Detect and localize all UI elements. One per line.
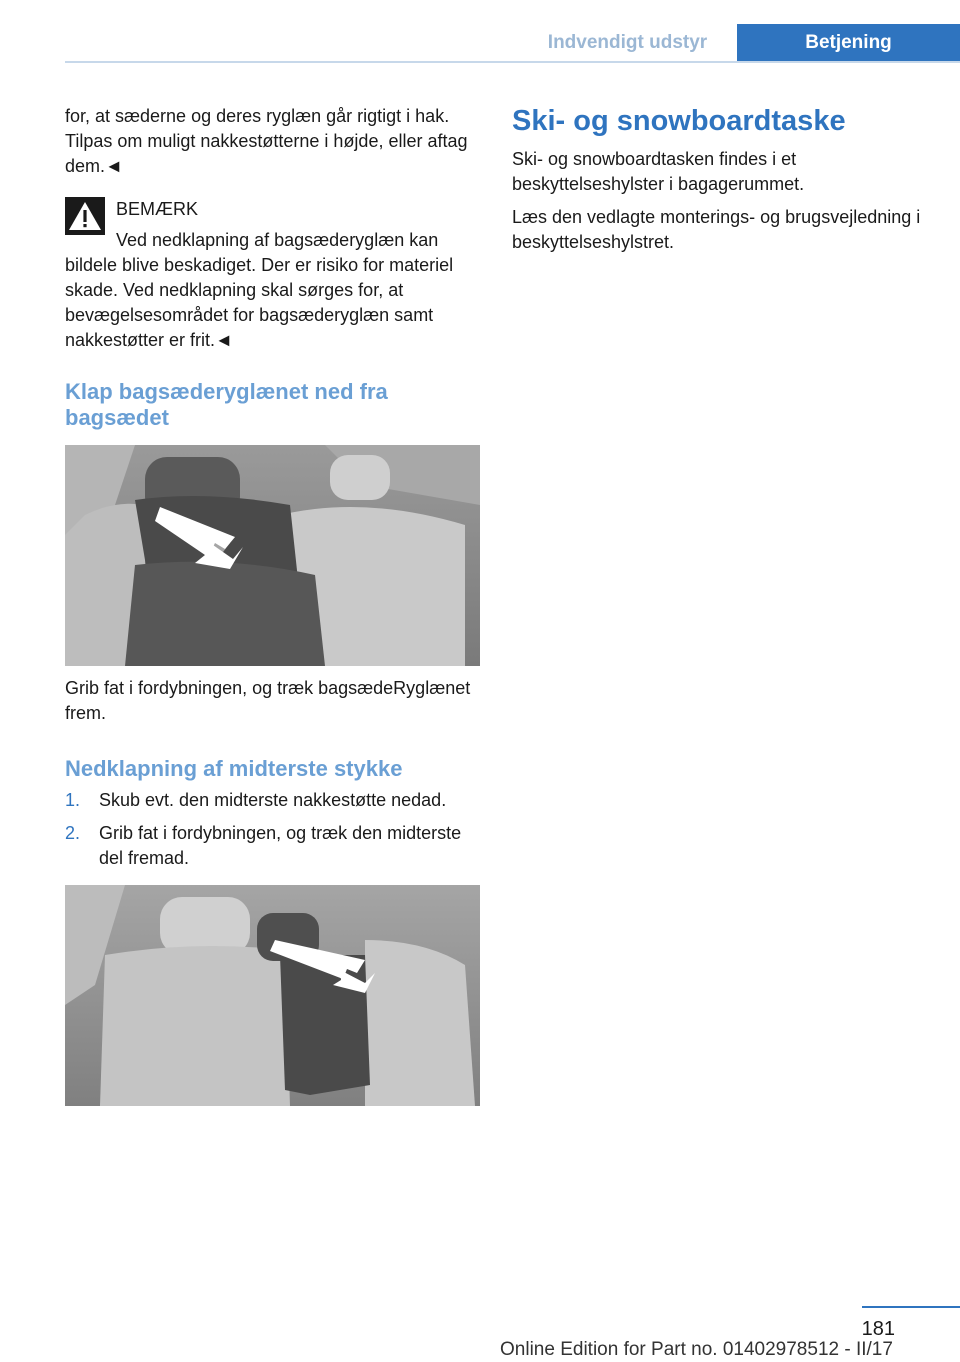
- header-active-tab: Betjening: [737, 24, 960, 62]
- steps-list: [65, 788, 480, 871]
- ski-bag-paragraph-2: Læs den vedlagte monterings- og brugsvejledning i beskyttelseshylstret.: [512, 207, 921, 252]
- right-column: [512, 104, 932, 263]
- figure-middle-section: [65, 885, 480, 1106]
- footer-edition: Online Edition for Part no. 01402978512 - II/17: [500, 1339, 893, 1360]
- ski-bag-paragraph-1: Ski- og snowboardtasken findes i et beskyttelseshylster i bagagerummet.: [512, 149, 805, 194]
- warning-title: BEMÆRK: [116, 199, 199, 219]
- header-rule: [65, 61, 960, 63]
- header-section-tab: Indvendigt udstyr: [547, 32, 708, 53]
- warning-text: Ved nedklapning af bagsæderyglæn kan bildele blive beskadiget. Der er risiko for materiel skade. Ved nedklapning skal sørges for, at bevægelsesområdet for bagsæderyglæn samt nakkestøtter er frit.◄: [65, 230, 454, 350]
- page-number: 181: [861, 1318, 895, 1340]
- warning-triangle-icon: [65, 197, 105, 235]
- step-number: 2.: [65, 823, 81, 843]
- list-item: [65, 788, 480, 813]
- step-text: Skub evt. den midterste nakkestøtte nedad.: [99, 790, 447, 810]
- footer-rule: [862, 1306, 960, 1308]
- section-heading-backrest: Klap bagsæderyglænet ned fra bagsædet: [65, 379, 388, 430]
- step-text: Grib fat i fordybningen, og træk den midterste del fremad.: [99, 823, 462, 868]
- section-heading-middle: Nedklapning af midterste stykke: [65, 756, 403, 781]
- list-item: [65, 821, 480, 871]
- intro-paragraph: for, at sæderne og deres ryglæn går rigtigt i hak. Tilpas om muligt nakkestøtterne i højde, eller aftag dem.◄: [65, 106, 468, 176]
- left-column: [65, 104, 480, 1106]
- figure-backrest-fold: [65, 445, 480, 666]
- warning-block: [65, 197, 480, 353]
- step-number: 1.: [65, 790, 81, 810]
- section-heading-ski-bag: Ski- og snowboardtaske: [512, 105, 846, 137]
- caption-backrest: Grib fat i fordybningen, og træk bagsædeRyglænet frem.: [65, 678, 471, 723]
